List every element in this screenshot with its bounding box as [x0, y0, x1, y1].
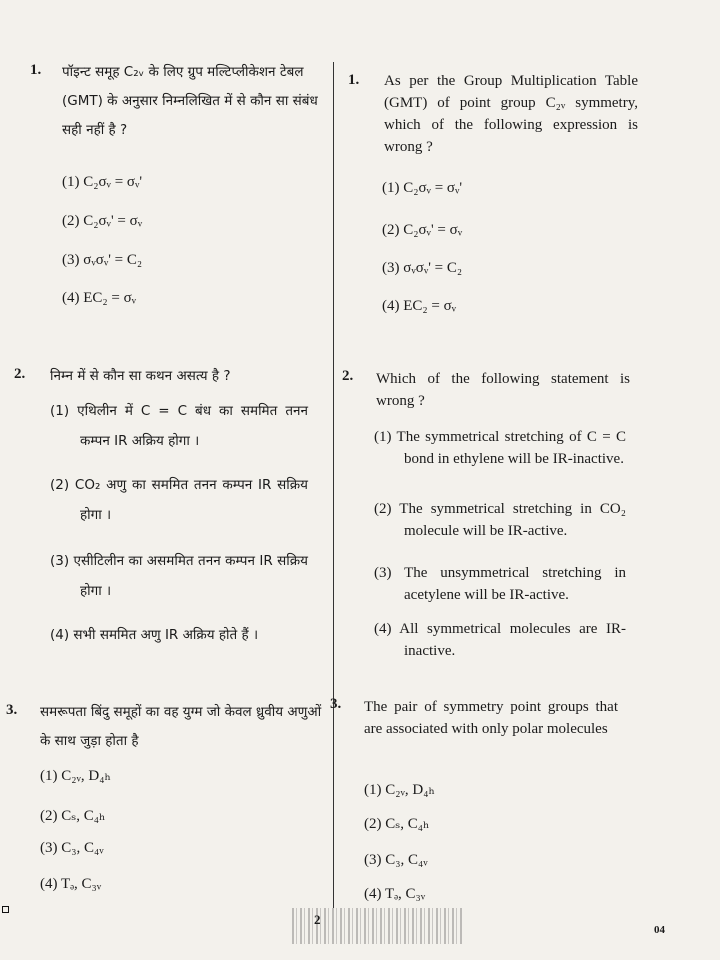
question-1-option-4-hindi: (4) EC₂ = σᵥ — [62, 290, 137, 306]
question-2-option-4-english: (4) All symmetrical molecules are IR-inactive. — [374, 621, 626, 659]
question-2-option-1-hindi: (1) एथिलीन में C = C बंध का सममित तनन कम्पन IR अक्रिय होगा । — [50, 403, 308, 449]
question-1-option-1-hindi: (1) C₂σᵥ = σᵥ' — [62, 174, 143, 190]
question-1-option-2-english: (2) C₂σᵥ' = σᵥ — [382, 222, 463, 238]
question-1-text-english: As per the Group Multiplication Table (GMT) of point group C₂ᵥ symmetry, which of the following expression is wrong ? — [384, 73, 638, 155]
question-3-number-hindi: 3. — [6, 702, 18, 718]
question-2-number-hindi: 2. — [14, 366, 26, 382]
page-number: 2 — [314, 912, 321, 927]
question-3-option-4-english: (4) Tₔ, C₃ᵥ — [364, 886, 426, 902]
question-1-option-4-english: (4) EC₂ = σᵥ — [382, 298, 457, 314]
question-2-text-english: Which of the following statement is wrong ? — [376, 371, 630, 409]
question-3-option-3-hindi: (3) C₃, C₄ᵥ — [40, 840, 104, 856]
question-2-text-hindi: निम्न में से कौन सा कथन असत्य है ? — [50, 368, 231, 384]
question-3-option-1-english: (1) C₂ᵥ, D₄ₕ — [364, 782, 435, 798]
corner-box-mark — [2, 906, 9, 913]
question-2-option-4-hindi: (4) सभी सममित अणु IR अक्रिय होते हैं । — [50, 627, 259, 643]
question-2-number-english: 2. — [342, 368, 354, 384]
question-3-number-english: 3. — [330, 696, 342, 712]
question-3-text-english: The pair of symmetry point groups that are associated with only polar molecules — [364, 699, 618, 737]
question-2-option-1-english: (1) The symmetrical stretching of C = C bond in ethylene will be IR-inactive. — [374, 429, 626, 467]
question-1-option-3-hindi: (3) σᵥσᵥ' = C₂ — [62, 252, 143, 268]
question-3-option-4-hindi: (4) Tₔ, C₃ᵥ — [40, 876, 102, 892]
question-2-option-3-english: (3) The unsymmetrical stretching in acetylene will be IR-active. — [374, 565, 626, 603]
question-1-number-english: 1. — [348, 72, 360, 88]
question-2-option-3-hindi: (3) एसीटिलीन का असममित तनन कम्पन IR सक्रिय होगा । — [50, 553, 308, 599]
question-1-option-3-english: (3) σᵥσᵥ' = C₂ — [382, 260, 463, 276]
question-3-text-hindi: समरूपता बिंदु समूहों का वह युग्म जो केवल ध्रुवीय अणुओं के साथ जुड़ा होता है — [40, 704, 322, 749]
question-1-option-1-english: (1) C₂σᵥ = σᵥ' — [382, 180, 463, 196]
question-3-option-1-hindi: (1) C₂ᵥ, D₄ₕ — [40, 768, 111, 784]
question-1-option-2-hindi: (2) C₂σᵥ' = σᵥ — [62, 213, 143, 229]
paper-code: 04 — [654, 924, 665, 936]
question-1-text-hindi: पॉइन्ट समूह C₂ᵥ के लिए ग्रुप मल्टिप्लीकेशन टेबल (GMT) के अनुसार निम्नलिखित में से कौन सा संबंध सही नहीं है ? — [62, 64, 318, 138]
question-2-option-2-hindi: (2) CO₂ अणु का सममित तनन कम्पन IR सक्रिय होगा । — [50, 477, 308, 523]
question-1-number-hindi: 1. — [30, 62, 42, 78]
question-2-option-2-english: (2) The symmetrical stretching in CO₂ molecule will be IR-active. — [374, 501, 626, 539]
question-3-option-2-english: (2) Cₛ, C₄ₕ — [364, 816, 430, 832]
question-3-option-2-hindi: (2) Cₛ, C₄ₕ — [40, 808, 106, 824]
column-divider — [333, 62, 334, 908]
question-3-option-3-english: (3) C₃, C₄ᵥ — [364, 852, 428, 868]
